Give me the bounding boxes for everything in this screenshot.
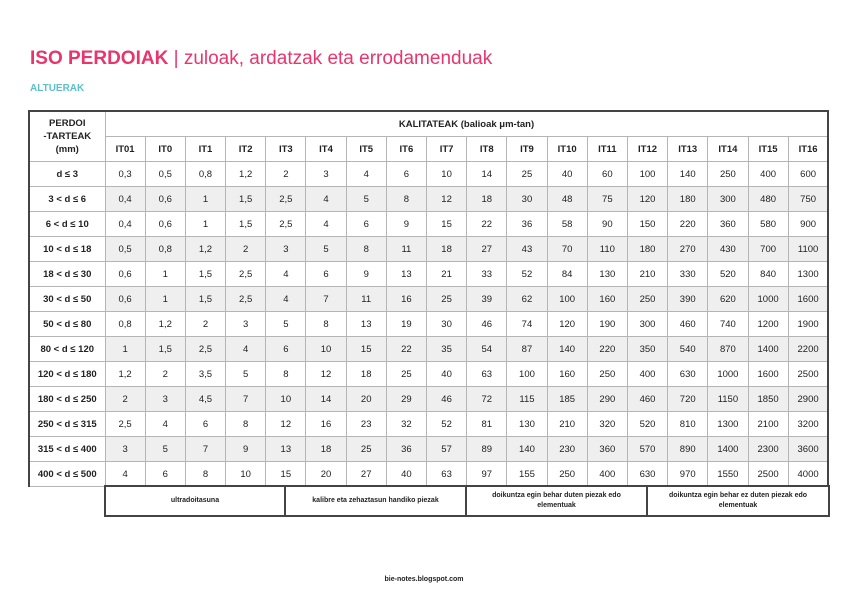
column-header: IT12 — [627, 137, 667, 162]
table-cell: 290 — [587, 387, 627, 412]
table-cell: 39 — [467, 287, 507, 312]
table-cell: 10 — [226, 462, 266, 487]
table-cell: 740 — [708, 312, 748, 337]
table-cell: 29 — [386, 387, 426, 412]
column-header: IT2 — [226, 137, 266, 162]
column-header: IT15 — [748, 137, 788, 162]
table-cell: 220 — [668, 212, 708, 237]
table-cell: 2500 — [748, 462, 788, 487]
column-header: IT5 — [346, 137, 386, 162]
table-cell: 27 — [467, 237, 507, 262]
table-cell: 400 — [627, 362, 667, 387]
table-cell: 5 — [145, 437, 185, 462]
website-url: bie-notes.blogspot.com — [384, 576, 464, 583]
table-cell: 60 — [587, 162, 627, 187]
table-cell: 10 — [266, 387, 306, 412]
table-cell: 43 — [507, 237, 547, 262]
table-cell: 8 — [386, 187, 426, 212]
table-cell: 155 — [507, 462, 547, 487]
table-cell: 0,6 — [105, 287, 145, 312]
table-cell: 1,5 — [226, 212, 266, 237]
table-cell: 1150 — [708, 387, 748, 412]
table-cell: 58 — [547, 212, 587, 237]
column-header: IT8 — [467, 137, 507, 162]
table-cell: 1,5 — [185, 287, 225, 312]
table-row — [29, 212, 828, 237]
table-cell: 6 — [185, 412, 225, 437]
table-cell: 20 — [306, 462, 346, 487]
table-cell: 130 — [587, 262, 627, 287]
table-cell: 3200 — [788, 412, 828, 437]
table-cell: 8 — [185, 462, 225, 487]
table-row — [29, 162, 828, 187]
table-cell: 3 — [226, 312, 266, 337]
table-cell: 2 — [145, 362, 185, 387]
table-cell: 100 — [627, 162, 667, 187]
table-cell: 87 — [507, 337, 547, 362]
table-cell: 0,5 — [145, 162, 185, 187]
table-cell: 160 — [547, 362, 587, 387]
table-cell: 750 — [788, 187, 828, 212]
column-header: IT14 — [708, 137, 748, 162]
table-cell: 4 — [346, 162, 386, 187]
table-cell: 970 — [668, 462, 708, 487]
footer-group-label: ultradoitasuna — [105, 486, 285, 516]
range-label: d ≤ 3 — [29, 162, 105, 187]
table-cell: 1,2 — [185, 237, 225, 262]
range-label: 30 < d ≤ 50 — [29, 287, 105, 312]
table-cell: 2300 — [748, 437, 788, 462]
table-cell: 15 — [346, 337, 386, 362]
table-cell: 1,2 — [226, 162, 266, 187]
table-cell: 150 — [627, 212, 667, 237]
table-cell: 6 — [386, 162, 426, 187]
table-cell: 6 — [266, 337, 306, 362]
column-header: IT11 — [587, 137, 627, 162]
table-cell: 1550 — [708, 462, 748, 487]
section-subtitle: ALTUERAK — [30, 83, 85, 94]
table-cell: 0,6 — [145, 212, 185, 237]
table-cell: 13 — [386, 262, 426, 287]
footer-group-label: doikuntza egin behar ez duten piezak edo elementuak — [647, 486, 829, 516]
table-cell: 32 — [386, 412, 426, 437]
table-cell: 160 — [587, 287, 627, 312]
table-cell: 6 — [306, 262, 346, 287]
table-cell: 1600 — [748, 362, 788, 387]
table-cell: 250 — [587, 362, 627, 387]
corner-label-line2: -TARTEAK — [43, 131, 92, 142]
table-cell: 7 — [185, 437, 225, 462]
table-cell: 3 — [266, 237, 306, 262]
table-cell: 480 — [748, 187, 788, 212]
table-cell: 1 — [185, 187, 225, 212]
table-cell: 120 — [547, 312, 587, 337]
table-cell: 1 — [145, 287, 185, 312]
range-label: 3 < d ≤ 6 — [29, 187, 105, 212]
tolerance-table — [28, 110, 829, 487]
table-cell: 4000 — [788, 462, 828, 487]
table-cell: 620 — [708, 287, 748, 312]
corner-label-line1: PERDOI — [49, 118, 86, 129]
range-label: 250 < d ≤ 315 — [29, 412, 105, 437]
table-cell: 1600 — [788, 287, 828, 312]
title-bold: ISO PERDOIAK — [30, 48, 169, 69]
table-cell: 0,6 — [145, 187, 185, 212]
table-row — [29, 462, 828, 487]
table-cell: 18 — [346, 362, 386, 387]
table-cell: 4 — [306, 187, 346, 212]
table-cell: 3 — [145, 387, 185, 412]
table-cell: 2 — [185, 312, 225, 337]
column-header: IT16 — [788, 137, 828, 162]
table-cell: 81 — [467, 412, 507, 437]
table-row — [29, 337, 828, 362]
table-cell: 270 — [668, 237, 708, 262]
table-row — [29, 362, 828, 387]
footer-group-label: doikuntza egin behar duten piezak edo elementuak — [466, 486, 647, 516]
table-cell: 2500 — [788, 362, 828, 387]
table-cell: 1000 — [748, 287, 788, 312]
table-cell: 7 — [306, 287, 346, 312]
table-row — [29, 312, 828, 337]
column-header: IT9 — [507, 137, 547, 162]
table-cell: 600 — [788, 162, 828, 187]
table-cell: 1,5 — [226, 187, 266, 212]
table-cell: 230 — [547, 437, 587, 462]
table-cell: 0,6 — [105, 262, 145, 287]
table-cell: 0,4 — [105, 187, 145, 212]
table-cell: 190 — [587, 312, 627, 337]
table-cell: 8 — [266, 362, 306, 387]
table-cell: 75 — [587, 187, 627, 212]
table-cell: 1900 — [788, 312, 828, 337]
table-cell: 2,5 — [105, 412, 145, 437]
table-cell: 3 — [306, 162, 346, 187]
table-cell: 0,8 — [105, 312, 145, 337]
column-header: IT10 — [547, 137, 587, 162]
table-cell: 25 — [346, 437, 386, 462]
table-cell: 54 — [467, 337, 507, 362]
footer-groups — [104, 485, 830, 517]
column-header: IT0 — [145, 137, 185, 162]
table-cell: 320 — [587, 412, 627, 437]
table-cell: 5 — [266, 312, 306, 337]
table-cell: 5 — [346, 187, 386, 212]
corner-label-line3: (mm) — [55, 144, 79, 155]
table-cell: 4 — [145, 412, 185, 437]
table-cell: 1,5 — [185, 262, 225, 287]
table-cell: 4 — [266, 287, 306, 312]
table-cell: 97 — [467, 462, 507, 487]
table-cell: 580 — [748, 212, 788, 237]
table-cell: 8 — [306, 312, 346, 337]
table-cell: 460 — [627, 387, 667, 412]
table-cell: 700 — [748, 237, 788, 262]
table-cell: 2200 — [788, 337, 828, 362]
table-cell: 52 — [427, 412, 467, 437]
table-cell: 180 — [627, 237, 667, 262]
table-cell: 210 — [627, 262, 667, 287]
table-cell: 520 — [708, 262, 748, 287]
table-cell: 350 — [627, 337, 667, 362]
table-cell: 870 — [708, 337, 748, 362]
table-cell: 62 — [507, 287, 547, 312]
table-cell: 1 — [185, 212, 225, 237]
table-cell: 4 — [306, 212, 346, 237]
table-cell: 630 — [627, 462, 667, 487]
table-cell: 5 — [306, 237, 346, 262]
table-cell: 3,5 — [185, 362, 225, 387]
quality-header: KALITATEAK (balioak μm-tan) — [105, 111, 828, 137]
table-cell: 46 — [427, 387, 467, 412]
table-cell: 36 — [507, 212, 547, 237]
table-cell: 2 — [226, 237, 266, 262]
footer-group-label: kalibre eta zehaztasun handiko piezak — [285, 486, 466, 516]
table-cell: 570 — [627, 437, 667, 462]
table-cell: 0,3 — [105, 162, 145, 187]
table-cell: 400 — [587, 462, 627, 487]
table-cell: 300 — [708, 187, 748, 212]
table-cell: 52 — [507, 262, 547, 287]
table-cell: 1400 — [748, 337, 788, 362]
table-cell: 12 — [427, 187, 467, 212]
table-cell: 250 — [547, 462, 587, 487]
table-cell: 48 — [547, 187, 587, 212]
table-cell: 14 — [306, 387, 346, 412]
table-cell: 890 — [668, 437, 708, 462]
table-row — [29, 287, 828, 312]
table-cell: 1300 — [788, 262, 828, 287]
table-cell: 30 — [507, 187, 547, 212]
table-cell: 90 — [587, 212, 627, 237]
table-cell: 900 — [788, 212, 828, 237]
table-cell: 6 — [145, 462, 185, 487]
range-label: 180 < d ≤ 250 — [29, 387, 105, 412]
table-cell: 520 — [627, 412, 667, 437]
table-cell: 0,8 — [185, 162, 225, 187]
table-cell: 400 — [748, 162, 788, 187]
table-cell: 1300 — [708, 412, 748, 437]
table-cell: 20 — [346, 387, 386, 412]
table-cell: 7 — [226, 387, 266, 412]
table-cell: 22 — [386, 337, 426, 362]
table-cell: 2100 — [748, 412, 788, 437]
table-cell: 130 — [507, 412, 547, 437]
table-cell: 40 — [547, 162, 587, 187]
table-cell: 15 — [427, 212, 467, 237]
table-cell: 18 — [467, 187, 507, 212]
table-cell: 25 — [386, 362, 426, 387]
title-rest: zuloak, ardatzak eta errodamenduak — [183, 48, 493, 69]
range-label: 10 < d ≤ 18 — [29, 237, 105, 262]
table-cell: 840 — [748, 262, 788, 287]
table-cell: 12 — [306, 362, 346, 387]
range-label: 400 < d ≤ 500 — [29, 462, 105, 487]
table-cell: 110 — [587, 237, 627, 262]
table-cell: 63 — [467, 362, 507, 387]
table-cell: 4 — [105, 462, 145, 487]
table-cell: 63 — [427, 462, 467, 487]
table-cell: 630 — [668, 362, 708, 387]
table-cell: 11 — [386, 237, 426, 262]
table-cell: 16 — [386, 287, 426, 312]
table-cell: 8 — [226, 412, 266, 437]
table-cell: 3600 — [788, 437, 828, 462]
table-cell: 210 — [547, 412, 587, 437]
table-cell: 100 — [547, 287, 587, 312]
column-header: IT4 — [306, 137, 346, 162]
table-cell: 1200 — [748, 312, 788, 337]
table-cell: 0,5 — [105, 237, 145, 262]
table-cell: 140 — [547, 337, 587, 362]
table-cell: 16 — [306, 412, 346, 437]
table-cell: 9 — [226, 437, 266, 462]
table-cell: 70 — [547, 237, 587, 262]
table-cell: 1850 — [748, 387, 788, 412]
table-cell: 180 — [668, 187, 708, 212]
table-cell: 1 — [105, 337, 145, 362]
table-cell: 14 — [467, 162, 507, 187]
table-cell: 57 — [427, 437, 467, 462]
table-cell: 12 — [266, 412, 306, 437]
table-cell: 1,2 — [145, 312, 185, 337]
page-title — [30, 47, 492, 71]
table-cell: 360 — [708, 212, 748, 237]
range-label: 50 < d ≤ 80 — [29, 312, 105, 337]
table-cell: 140 — [668, 162, 708, 187]
table-cell: 250 — [708, 162, 748, 187]
table-cell: 810 — [668, 412, 708, 437]
table-cell: 11 — [346, 287, 386, 312]
table-cell: 13 — [266, 437, 306, 462]
table-cell: 5 — [226, 362, 266, 387]
column-header: IT1 — [185, 137, 225, 162]
table-cell: 1,5 — [145, 337, 185, 362]
table-cell: 390 — [668, 287, 708, 312]
table-cell: 40 — [427, 362, 467, 387]
table-cell: 74 — [507, 312, 547, 337]
table-cell: 115 — [507, 387, 547, 412]
range-label: 120 < d ≤ 180 — [29, 362, 105, 387]
table-cell: 2,5 — [226, 287, 266, 312]
range-label: 6 < d ≤ 10 — [29, 212, 105, 237]
table-cell: 23 — [346, 412, 386, 437]
column-header: IT01 — [105, 137, 145, 162]
table-cell: 0,8 — [145, 237, 185, 262]
table-cell: 2,5 — [266, 212, 306, 237]
table-cell: 720 — [668, 387, 708, 412]
range-label: 80 < d ≤ 120 — [29, 337, 105, 362]
table-cell: 140 — [507, 437, 547, 462]
table-cell: 1 — [145, 262, 185, 287]
table-cell: 36 — [386, 437, 426, 462]
table-cell: 1000 — [708, 362, 748, 387]
column-header: IT7 — [427, 137, 467, 162]
table-cell: 300 — [627, 312, 667, 337]
column-header: IT13 — [668, 137, 708, 162]
table-cell: 40 — [386, 462, 426, 487]
table-cell: 9 — [346, 262, 386, 287]
table-cell: 8 — [346, 237, 386, 262]
table-cell: 22 — [467, 212, 507, 237]
table-cell: 89 — [467, 437, 507, 462]
table-cell: 33 — [467, 262, 507, 287]
table-cell: 0,4 — [105, 212, 145, 237]
table-row — [29, 237, 828, 262]
range-label: 315 < d ≤ 400 — [29, 437, 105, 462]
table-cell: 1,2 — [105, 362, 145, 387]
table-cell: 185 — [547, 387, 587, 412]
table-cell: 35 — [427, 337, 467, 362]
table-cell: 2 — [105, 387, 145, 412]
table-cell: 27 — [346, 462, 386, 487]
table-row — [29, 262, 828, 287]
table-cell: 46 — [467, 312, 507, 337]
title-separator: | — [168, 48, 184, 69]
table-cell: 460 — [668, 312, 708, 337]
table-cell: 430 — [708, 237, 748, 262]
range-label: 18 < d ≤ 30 — [29, 262, 105, 287]
table-cell: 9 — [386, 212, 426, 237]
table-cell: 4 — [266, 262, 306, 287]
table-cell: 1100 — [788, 237, 828, 262]
table-cell: 30 — [427, 312, 467, 337]
table-cell: 3 — [105, 437, 145, 462]
table-cell: 100 — [507, 362, 547, 387]
table-cell: 10 — [427, 162, 467, 187]
table-row — [29, 387, 828, 412]
table-cell: 330 — [668, 262, 708, 287]
table-cell: 2,5 — [226, 262, 266, 287]
corner-header — [29, 111, 105, 162]
table-row — [29, 437, 828, 462]
table-row — [29, 187, 828, 212]
table-cell: 2900 — [788, 387, 828, 412]
table-cell: 21 — [427, 262, 467, 287]
table-cell: 360 — [587, 437, 627, 462]
table-cell: 4,5 — [185, 387, 225, 412]
table-cell: 15 — [266, 462, 306, 487]
table-cell: 25 — [427, 287, 467, 312]
column-header: IT6 — [386, 137, 426, 162]
table-cell: 2,5 — [185, 337, 225, 362]
table-cell: 19 — [386, 312, 426, 337]
table-cell: 25 — [507, 162, 547, 187]
table-cell: 2 — [266, 162, 306, 187]
table-cell: 18 — [306, 437, 346, 462]
table-cell: 120 — [627, 187, 667, 212]
table-cell: 13 — [346, 312, 386, 337]
table-cell: 1400 — [708, 437, 748, 462]
table-cell: 2,5 — [266, 187, 306, 212]
column-header: IT3 — [266, 137, 306, 162]
table-cell: 72 — [467, 387, 507, 412]
table-cell: 84 — [547, 262, 587, 287]
table-cell: 220 — [587, 337, 627, 362]
table-cell: 4 — [226, 337, 266, 362]
table-cell: 540 — [668, 337, 708, 362]
table-cell: 250 — [627, 287, 667, 312]
table-cell: 6 — [346, 212, 386, 237]
table-row — [29, 412, 828, 437]
table-cell: 18 — [427, 237, 467, 262]
table-cell: 10 — [306, 337, 346, 362]
